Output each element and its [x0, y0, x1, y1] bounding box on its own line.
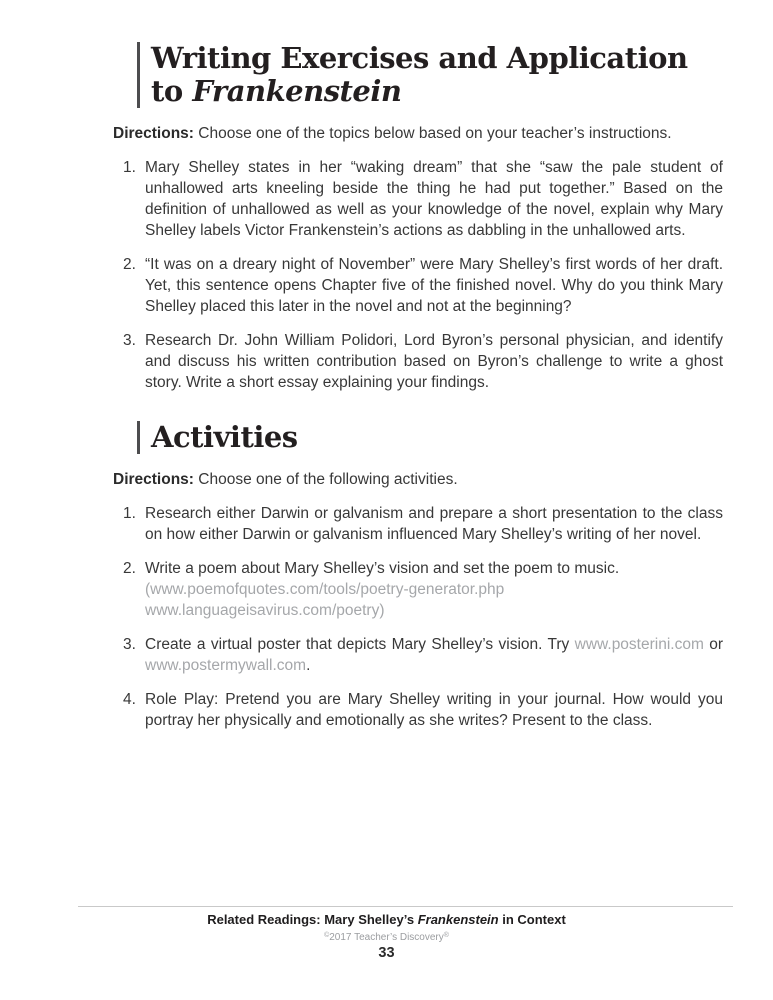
writing-directions-text: Choose one of the topics below based on your teacher’s instructions. — [193, 125, 672, 142]
activity-item-3 — [123, 634, 723, 676]
activity-item-4-number: 4. — [123, 691, 136, 708]
activity-item-2-body — [145, 558, 723, 621]
writing-item-3-number: 3. — [123, 332, 136, 349]
activity-item-4-text: Role Play: Pretend you are Mary Shelley writing in your journal. How would you portray her physically and emotionally as she writes? Present to the class. — [145, 691, 723, 729]
activity-item-4 — [123, 689, 723, 731]
writing-directions-label: Directions: — [113, 125, 194, 142]
activities-directions — [113, 469, 723, 490]
activities-list — [113, 503, 723, 731]
writing-heading-line2-prefix: to — [151, 74, 193, 108]
activity-item-3-url-1: www.posterini.com — [574, 636, 704, 653]
registered-symbol: ® — [443, 932, 449, 939]
activity-item-3-number: 3. — [123, 636, 136, 653]
writing-item-2-number: 2. — [123, 256, 136, 273]
copyright-symbol: © — [324, 932, 330, 939]
activity-item-3-text-after: . — [306, 657, 311, 674]
footer-book-title — [0, 912, 773, 928]
activity-item-3-url-2: www.postermywall.com — [145, 657, 307, 674]
page-number: 33 — [378, 945, 395, 961]
writing-heading-line1: Writing Exercises and Application — [151, 41, 688, 75]
activity-item-3-text-mid: or — [703, 636, 724, 653]
activity-item-2 — [123, 558, 723, 621]
activity-item-1-text: Research either Darwin or galvanism and prepare a short presentation to the class on how either Darwin or galvanism influenced Mary Shelley’s writing of her novel. — [145, 505, 723, 543]
writing-item-1-number: 1. — [123, 159, 136, 176]
activity-item-1 — [123, 503, 723, 545]
activity-item-2-text: Write a poem about Mary Shelley’s vision and set the poem to music. — [145, 560, 620, 577]
writing-heading-line2 — [151, 75, 723, 108]
writing-item-2 — [123, 254, 723, 317]
footer-title-suffix: in Context — [498, 912, 566, 927]
writing-item-2-text: “It was on a dreary night of November” were Mary Shelley’s first words of her draft. Yet, this sentence opens Chapter five of the finished novel. Why do you think Mary Shelley placed this later in the novel and not at the beginning? — [145, 256, 723, 315]
activity-item-2-number: 2. — [123, 560, 136, 577]
activities-heading-text: Activities — [151, 420, 298, 454]
writing-item-3 — [123, 330, 723, 393]
writing-heading-frankenstein: Frankenstein — [192, 74, 402, 108]
writing-directions — [113, 123, 723, 144]
activities-heading — [137, 421, 723, 454]
activity-item-3-text-before: Create a virtual poster that depicts Mary Shelley’s vision. Try — [145, 636, 575, 653]
activity-item-2-url-2: www.languageisavirus.com/poetry) — [145, 602, 385, 619]
activity-item-1-number: 1. — [123, 505, 136, 522]
footer-copyright-text: 2017 Teacher’s Discovery — [329, 932, 444, 943]
writing-item-3-text: Research Dr. John William Polidori, Lord Byron’s personal physician, and identify and discuss his written contribution based on Byron’s challenge to write a ghost story. Write a short essay explaining your findings. — [145, 332, 723, 391]
footer-copyright — [0, 929, 773, 944]
activity-item-3-body — [145, 634, 723, 676]
writing-exercises-list — [113, 157, 723, 393]
page-footer — [0, 906, 773, 961]
activities-directions-label: Directions: — [113, 471, 194, 488]
activity-item-2-url-1: (www.poemofquotes.com/tools/poetry-generator.php — [145, 581, 505, 598]
footer-title-frankenstein: Frankenstein — [417, 912, 499, 927]
writing-item-1 — [123, 157, 723, 241]
writing-item-1-text: Mary Shelley states in her “waking dream” that she “saw the pale student of unhallowed arts kneeling beside the thing he had put together.” Based on the definition of unhallowed as well as your knowledge of the novel, explain why Mary Shelley labels Victor Frankenstein’s actions as dabbling in the unhallowed arts. — [145, 159, 723, 239]
footer-divider — [78, 906, 733, 907]
writing-exercises-heading — [137, 42, 723, 108]
activities-directions-text: Choose one of the following activities. — [193, 471, 458, 488]
footer-title-prefix: Related Readings: Mary Shelley’s — [207, 912, 418, 927]
